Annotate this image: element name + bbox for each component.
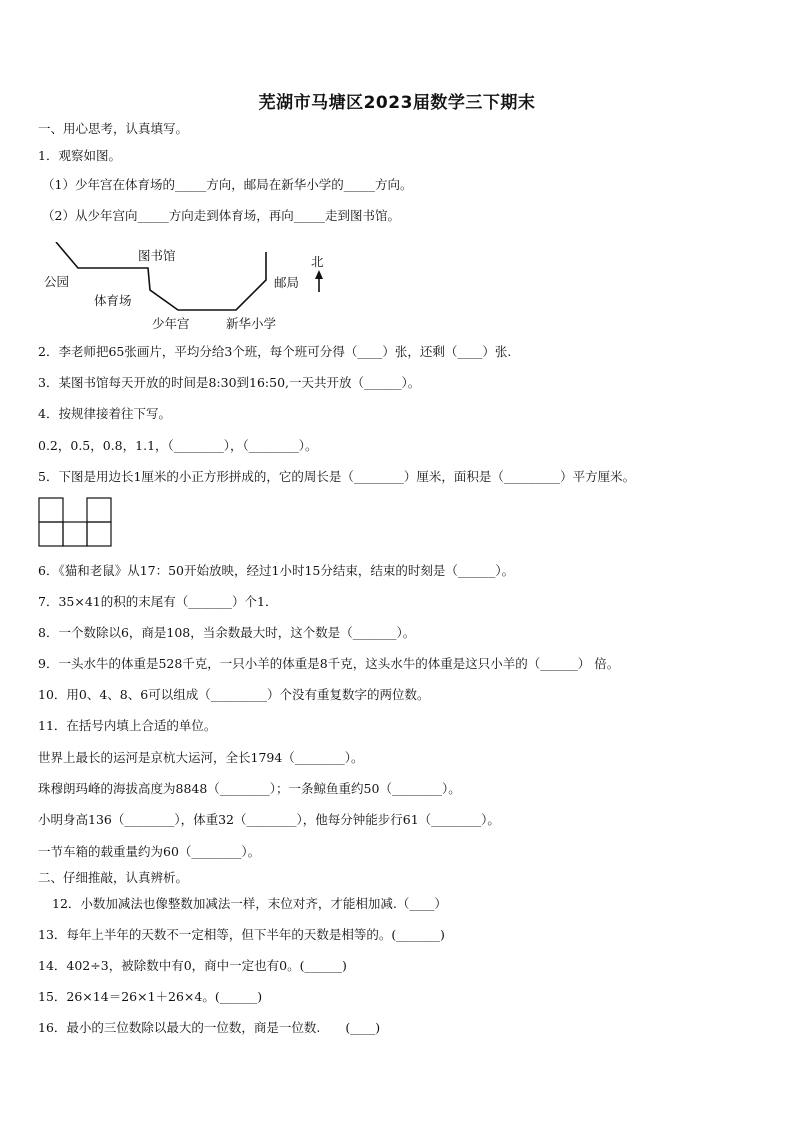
map-label-park: 公园 (44, 274, 70, 289)
map-label-stadium: 体育场 (94, 293, 132, 308)
question-7: 7．35×41的积的末尾有（_______）个1． (38, 594, 278, 609)
question-16: 16．最小的三位数除以最大的一位数，商是一位数. (____) (38, 1020, 381, 1035)
question-14: 14．402÷3，被除数中有0，商中一定也有0。(______) (38, 958, 347, 973)
direction-map-figure (38, 242, 338, 334)
question-4-stem: 4．按规律接着往下写。 (38, 406, 171, 421)
question-8: 8．一个数除以6，商是108，当余数最大时，这个数是（_______）。 (38, 625, 416, 640)
map-label-north: 北 (311, 254, 324, 269)
square-cell (87, 522, 111, 546)
map-label-school: 新华小学 (226, 316, 277, 331)
question-13: 13．每年上半年的天数不一定相等，但下半年的天数是相等的。(_______) (38, 927, 445, 942)
page-title: 芜湖市马塘区2023届数学三下期末 (258, 93, 536, 113)
square-cell (39, 498, 63, 522)
map-label-post-office: 邮局 (274, 275, 300, 290)
north-arrow-icon (315, 270, 323, 292)
question-11-stem: 11．在括号内填上合适的单位。 (38, 718, 217, 733)
section-heading-1: 一、用心思考，认真填写。 (38, 121, 189, 136)
question-1-stem: 1．观察如图。 (38, 148, 121, 163)
question-9: 9．一头水牛的体重是528千克，一只小羊的体重是8千克，这头水牛的体重是这只小羊的（______） 倍。 (38, 656, 620, 671)
question-1-sub-1: （1）少年宫在体育场的_____方向，邮局在新华小学的_____方向。 (42, 177, 413, 192)
question-3: 3．某图书馆每天开放的时间是8:30到16:50,一天共开放（______）。 (38, 375, 421, 390)
question-5: 5．下图是用边长1厘米的小正方形拼成的，它的周长是（________）厘米，面积是（_________）平方厘米。 (38, 469, 636, 484)
section-heading-2: 二、仔细推敲，认真辨析。 (38, 870, 189, 885)
square-cell (39, 522, 63, 546)
map-label-library: 图书馆 (138, 248, 176, 263)
question-11-line-2: 珠穆朗玛峰的海拔高度为8848（________）；一条鲸鱼重约50（________）。 (38, 781, 461, 796)
question-4-sequence: 0.2，0.5，0.8，1.1，（________），（________）。 (38, 438, 318, 453)
question-2: 2．李老师把65张画片，平均分给3个班，每个班可分得（____）张，还剩（____）张. (38, 344, 512, 359)
question-6: 6．《猫和老鼠》从17：50开始放映，经过1小时15分结束，结束的时刻是（______）。 (38, 563, 515, 578)
question-12: 12．小数加减法也像整数加减法一样，末位对齐，才能相加减.（____） (52, 896, 447, 911)
map-label-youth-palace: 少年宫 (152, 316, 190, 331)
question-11-line-1: 世界上最长的运河是京杭大运河，全长1794（________）。 (38, 750, 364, 765)
question-11-line-3: 小明身高136（________），体重32（________），他每分钟能步行61（________）。 (38, 812, 500, 827)
square-cell (87, 498, 111, 522)
question-10: 10．用0、4、8、6可以组成（_________）个没有重复数字的两位数。 (38, 687, 430, 702)
question-15: 15．26×14＝26×1＋26×4。(______) (38, 989, 263, 1004)
squares-figure (38, 497, 112, 547)
question-11-line-4: 一节车箱的载重量约为60（________）。 (38, 844, 261, 859)
question-1-sub-2: （2）从少年宫向_____方向走到体育场，再向_____走到图书馆。 (42, 208, 400, 223)
square-cell (63, 522, 87, 546)
